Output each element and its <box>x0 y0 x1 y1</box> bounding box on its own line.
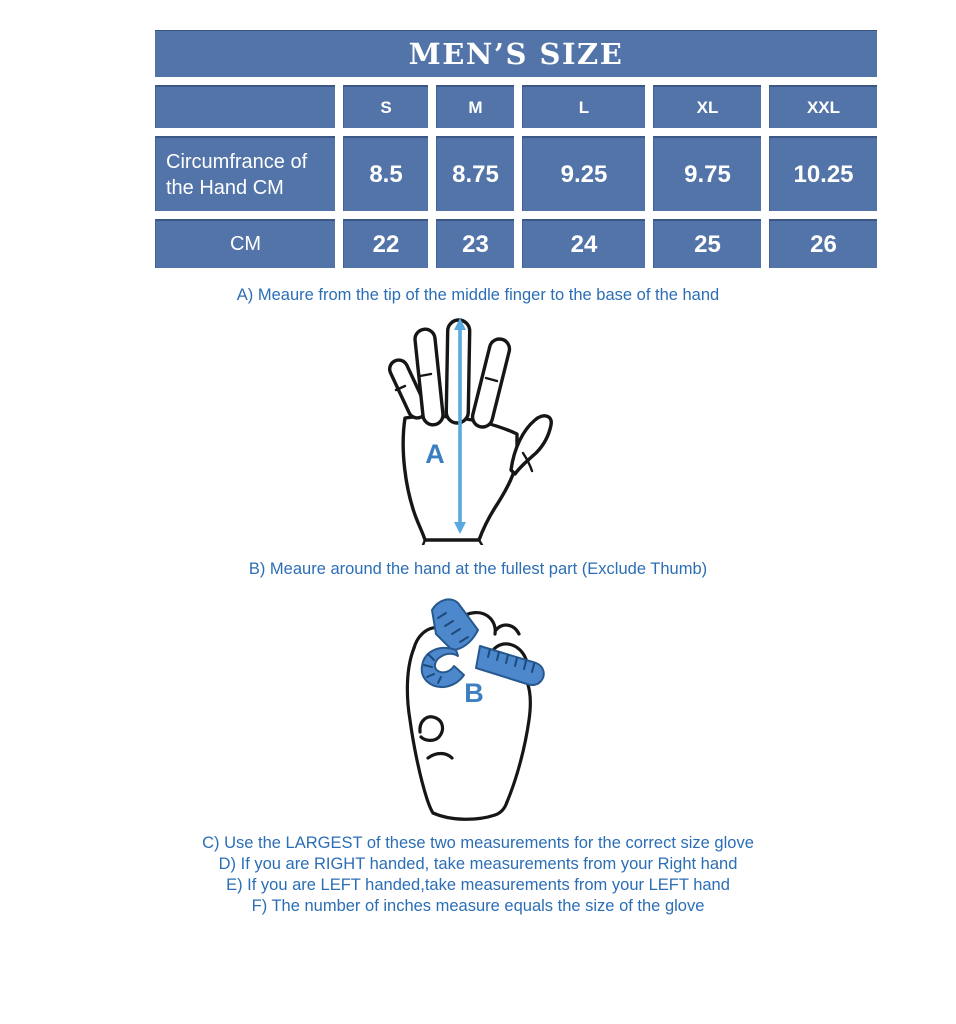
fist-tape-measure-icon <box>398 590 558 827</box>
instruction-notes <box>0 833 956 917</box>
cm-xxl: 26 <box>769 219 877 268</box>
circumference-m: 8.75 <box>436 136 514 211</box>
header-size-xl: XL <box>653 85 761 128</box>
circumference-l: 9.25 <box>522 136 645 211</box>
hand-measure-length-illustration <box>383 316 555 545</box>
instruction-note-c: C) Use the LARGEST of these two measurements for the correct size glove <box>202 834 754 852</box>
size-grid <box>155 85 877 268</box>
row-label-cm: CM <box>155 219 335 268</box>
cm-m: 23 <box>436 219 514 268</box>
instruction-note-d: D) If you are RIGHT handed, take measurements from your Right hand <box>218 855 738 873</box>
figure-a-label: A <box>425 439 445 469</box>
instruction-note-e: E) If you are LEFT handed,take measurements from your LEFT hand <box>226 876 730 894</box>
cm-xl: 25 <box>653 219 761 268</box>
circumference-s: 8.5 <box>343 136 428 211</box>
open-hand-arrow-icon <box>383 316 555 545</box>
instruction-note-f: F) The number of inches measure equals the size of the glove <box>251 897 705 915</box>
cm-s: 22 <box>343 219 428 268</box>
table-title: MEN’S SIZE <box>155 30 877 77</box>
cm-l: 24 <box>522 219 645 268</box>
circumference-xl: 9.75 <box>653 136 761 211</box>
instruction-measure-b: B) Meaure around the hand at the fullest part (Exclude Thumb) <box>248 560 708 578</box>
header-size-xxl: XXL <box>769 85 877 128</box>
circumference-xxl: 10.25 <box>769 136 877 211</box>
figure-b-label: B <box>464 678 484 708</box>
instruction-measure-a: A) Meaure from the tip of the middle finger to the base of the hand <box>236 286 720 304</box>
header-size-l: L <box>522 85 645 128</box>
header-size-m: M <box>436 85 514 128</box>
mens-size-table <box>155 30 877 268</box>
row-label-circumference: Circumfrance of the Hand CM <box>155 136 335 211</box>
fist-measure-circumference-illustration <box>398 590 558 827</box>
header-blank-cell <box>155 85 335 128</box>
header-size-s: S <box>343 85 428 128</box>
